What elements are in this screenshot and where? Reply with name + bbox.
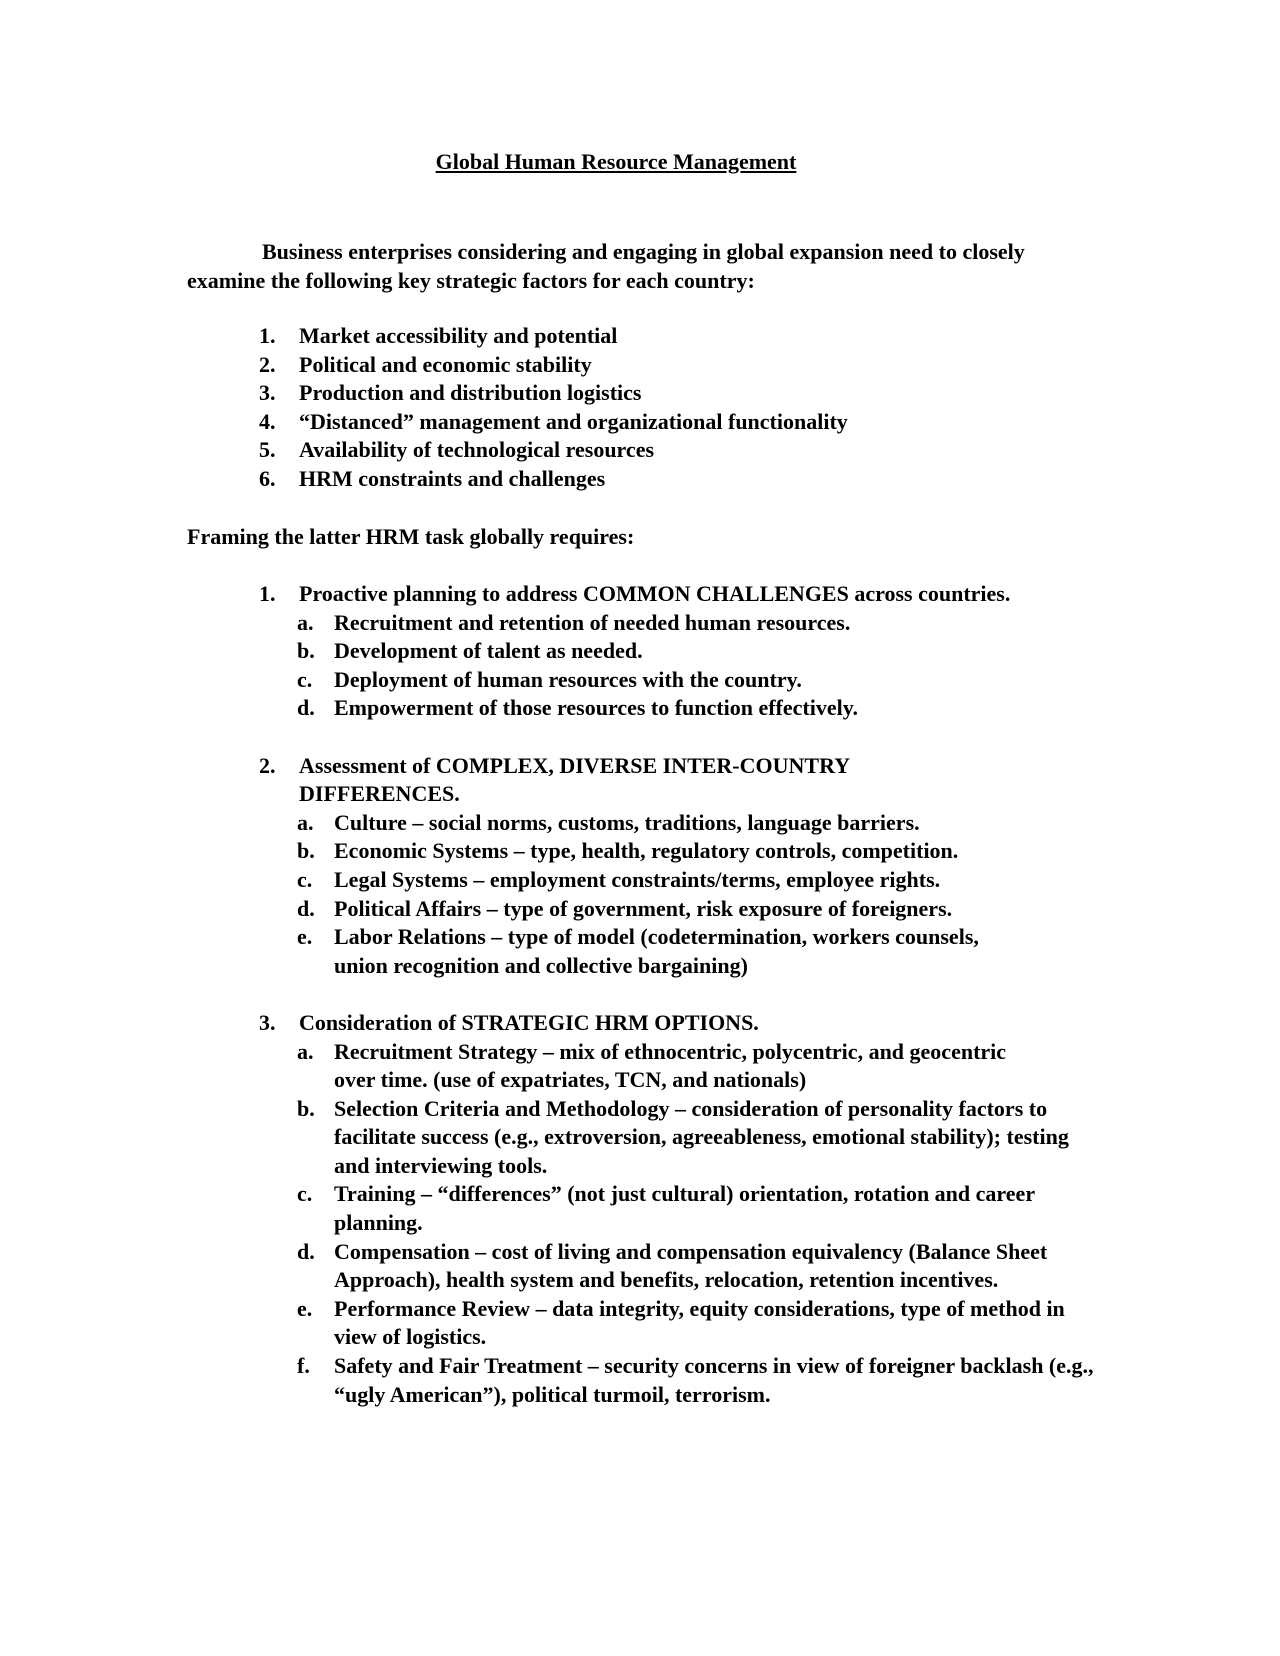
- sub-item-text: Development of talent as needed.: [334, 638, 643, 664]
- list-item: [259, 436, 1099, 465]
- sub-item: [259, 637, 1099, 666]
- sub-item-letter: b.: [297, 638, 315, 664]
- list-item: [259, 379, 1099, 408]
- sub-item-text: Culture – social norms, customs, traditions, language barriers.: [334, 809, 920, 835]
- item-text: HRM constraints and challenges: [299, 465, 606, 491]
- item-number: 1.: [259, 323, 276, 348]
- sub-item-text: Deployment of human resources with the country.: [334, 666, 802, 692]
- list-item: [259, 322, 1099, 351]
- requirement-strategic-hrm-options: [259, 1009, 1099, 1409]
- sub-item: [259, 809, 1099, 838]
- framing-paragraph: Framing the latter HRM task globally requires:: [187, 524, 635, 549]
- requirement-heading: Consideration of STRATEGIC HRM OPTIONS.: [299, 1009, 759, 1035]
- sub-item: [259, 895, 1099, 924]
- sub-item-text: Safety and Fair Treatment – security concerns in view of foreigner backlash (e.g., “ugly American”), political turmoil, terrorism.: [334, 1353, 1094, 1407]
- sub-item-letter: c.: [297, 666, 313, 692]
- sub-item-text: Recruitment and retention of needed human resources.: [334, 609, 851, 635]
- item-number: 5.: [259, 437, 276, 463]
- list-item: [259, 408, 1099, 437]
- sub-item-letter: a.: [297, 609, 314, 635]
- sub-item: [259, 1238, 1094, 1295]
- item-number: 2.: [259, 752, 276, 778]
- list-item: [259, 465, 1099, 494]
- sub-item: [259, 1038, 1014, 1095]
- sub-item-letter: c.: [297, 1181, 313, 1207]
- sub-item-letter: d.: [297, 895, 315, 921]
- sub-item-letter: f.: [297, 1353, 310, 1379]
- sub-item: [259, 837, 1099, 866]
- sub-item-letter: d.: [297, 1238, 315, 1264]
- intro-paragraph: Business enterprises considering and engaging in global expansion need to closely examine the following key strategic factors for each country:: [187, 239, 1025, 293]
- item-number: 3.: [259, 380, 276, 406]
- sub-item-text: Selection Criteria and Methodology – consideration of personality factors to facilitate success (e.g., extroversion, agreeableness, emotional stability); testing and interviewing tools.: [334, 1095, 1069, 1178]
- requirement-heading: Assessment of COMPLEX, DIVERSE INTER-COUNTRY DIFFERENCES.: [299, 752, 850, 807]
- sub-item: [259, 609, 1099, 638]
- item-number: 3.: [259, 1009, 276, 1035]
- requirement-heading: Proactive planning to address COMMON CHALLENGES across countries.: [299, 581, 1011, 606]
- item-text: “Distanced” management and organizational functionality: [299, 408, 848, 434]
- sub-item-text: Training – “differences” (not just cultural) orientation, rotation and career planning.: [334, 1181, 1035, 1236]
- sub-item: [259, 923, 1014, 980]
- sub-item-text: Political Affairs – type of government, risk exposure of foreigners.: [334, 895, 953, 921]
- sub-item-text: Empowerment of those resources to function effectively.: [334, 695, 859, 721]
- item-number: 6.: [259, 465, 276, 491]
- sub-item-text: Labor Relations – type of model (codetermination, workers counsels, union recognition and collective bargaining): [334, 924, 979, 978]
- item-text: Political and economic stability: [299, 351, 592, 377]
- sub-item: [259, 1095, 1094, 1181]
- sub-item-letter: e.: [297, 1295, 313, 1321]
- sub-item-letter: a.: [297, 809, 314, 835]
- sub-item-letter: a.: [297, 1038, 314, 1064]
- sub-item: [259, 666, 1099, 695]
- sub-item-text: Compensation – cost of living and compensation equivalency (Balance Sheet Approach), health system and benefits, relocation, retention incentives.: [334, 1238, 1048, 1293]
- document-title: Global Human Resource Management: [435, 149, 797, 174]
- sub-item-letter: d.: [297, 695, 315, 721]
- item-text: Market accessibility and potential: [299, 323, 618, 348]
- item-number: 2.: [259, 351, 276, 377]
- sub-item-text: Recruitment Strategy – mix of ethnocentric, polycentric, and geocentric over time. (use of expatriates, TCN, and nationals): [334, 1038, 1007, 1093]
- item-number: 4.: [259, 408, 276, 434]
- sub-item: [259, 866, 1099, 895]
- sub-item-letter: c.: [297, 866, 313, 892]
- sub-item-text: Performance Review – data integrity, equity considerations, type of method in view of logistics.: [334, 1295, 1065, 1350]
- sub-item: [259, 1180, 1054, 1237]
- item-number: 1.: [259, 581, 276, 606]
- sub-item-text: Economic Systems – type, health, regulatory controls, competition.: [334, 838, 959, 864]
- sub-item: [259, 1295, 1074, 1352]
- item-text: Production and distribution logistics: [299, 380, 642, 406]
- item-text: Availability of technological resources: [299, 437, 655, 463]
- list-item: [259, 351, 1099, 380]
- requirements-list: [259, 580, 1099, 1409]
- sub-item-letter: b.: [297, 1095, 315, 1121]
- sub-item-letter: b.: [297, 838, 315, 864]
- requirement-inter-country-differences: [259, 752, 1099, 981]
- sub-item: [259, 1352, 1094, 1409]
- sub-item-text: Legal Systems – employment constraints/terms, employee rights.: [334, 866, 941, 892]
- requirement-common-challenges: [259, 580, 1099, 723]
- sub-item-letter: e.: [297, 924, 313, 950]
- strategic-factors-list: [259, 322, 1099, 494]
- sub-item: [259, 694, 1099, 723]
